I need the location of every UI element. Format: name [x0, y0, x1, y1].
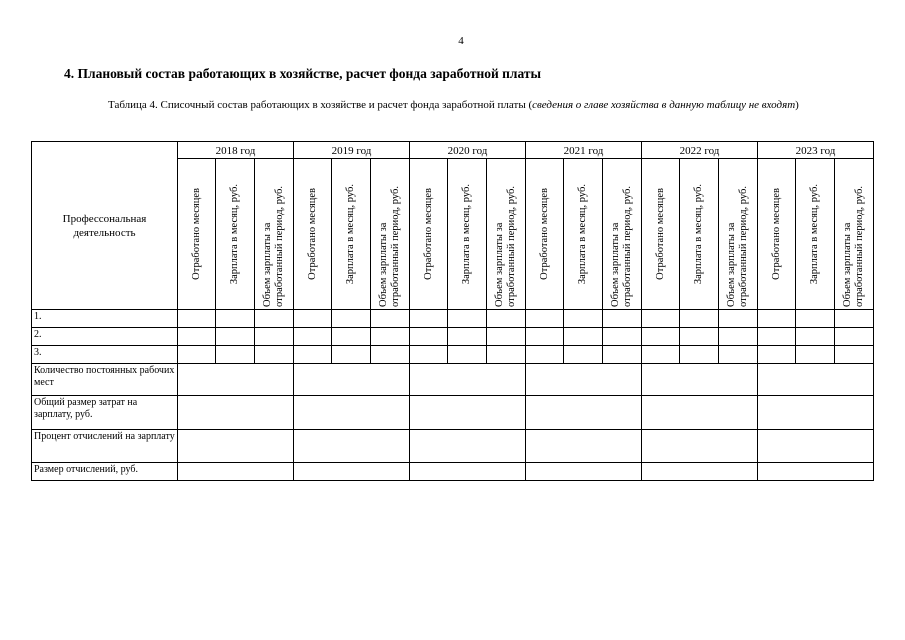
data-cell: [332, 310, 371, 328]
row-number: 1.: [32, 310, 178, 328]
subheader-total-salary: Объем зарплаты за отработанный период, руб.: [726, 186, 749, 307]
data-cell: [835, 346, 874, 364]
summary-cell: [526, 396, 642, 430]
subheader-cell: [371, 159, 410, 310]
table-row: [32, 310, 874, 328]
page-number: 4: [458, 35, 464, 47]
data-cell: [371, 328, 410, 346]
data-cell: [526, 328, 564, 346]
year-header: 2019 год: [294, 142, 410, 159]
summary-cell: [178, 463, 294, 481]
subheader-total-salary: Объем зарплаты за отработанный период, руб.: [842, 186, 865, 307]
subheader-months: Отработано месяцев: [306, 188, 318, 280]
summary-cell: [294, 463, 410, 481]
data-cell: [564, 328, 603, 346]
subheader-cell: [332, 159, 371, 310]
subheader-monthly-salary: Зарплата в месяц, руб.: [229, 183, 240, 285]
data-cell: [796, 346, 835, 364]
data-cell: [255, 310, 294, 328]
data-cell: [680, 346, 719, 364]
data-cell: [642, 310, 680, 328]
data-cell: [216, 328, 255, 346]
subheader-cell: [564, 159, 603, 310]
subheader-cell: [680, 159, 719, 310]
data-cell: [294, 346, 332, 364]
year-header: 2023 год: [758, 142, 874, 159]
summary-cell: [758, 396, 874, 430]
subheader-cell: [758, 159, 796, 310]
data-cell: [564, 346, 603, 364]
data-cell: [410, 346, 448, 364]
data-cell: [178, 346, 216, 364]
subheader-total-salary: Объем зарплаты за отработанный период, руб.: [610, 186, 633, 307]
year-header-row: [32, 142, 874, 159]
data-cell: [796, 310, 835, 328]
data-cell: [796, 328, 835, 346]
subheader-months: Отработано месяцев: [422, 188, 434, 280]
summary-cell: [526, 430, 642, 463]
summary-cell: [410, 396, 526, 430]
summary-cell: [294, 430, 410, 463]
subheader-cell: [796, 159, 835, 310]
data-cell: [371, 310, 410, 328]
subheader-months: Отработано месяцев: [538, 188, 550, 280]
summary-cell: [642, 396, 758, 430]
summary-label: Процент отчислений на зарплату: [32, 430, 178, 463]
summary-cell: [294, 364, 410, 396]
subheader-cell: [603, 159, 642, 310]
data-cell: [642, 346, 680, 364]
summary-cell: [758, 430, 874, 463]
summary-cell: [642, 364, 758, 396]
subheader-cell: [719, 159, 758, 310]
subheader-total-salary: Объем зарплаты за отработанный период, руб.: [494, 186, 517, 307]
table-row: [32, 328, 874, 346]
data-cell: [835, 328, 874, 346]
data-cell: [332, 346, 371, 364]
subheader-cell: [255, 159, 294, 310]
summary-cell: [758, 463, 874, 481]
summary-cell: [178, 430, 294, 463]
profession-header: Профессональная деятельность: [32, 142, 178, 310]
data-cell: [410, 310, 448, 328]
summary-cell: [178, 364, 294, 396]
year-header: 2020 год: [410, 142, 526, 159]
staff-salary-table: [31, 141, 874, 481]
data-cell: [294, 310, 332, 328]
subheader-monthly-salary: Зарплата в месяц, руб.: [345, 183, 356, 285]
table-caption: [64, 98, 844, 113]
table-row: [32, 346, 874, 364]
subheader-monthly-salary: Зарплата в месяц, руб.: [577, 183, 588, 285]
caption-close: ): [795, 99, 799, 111]
data-cell: [487, 328, 526, 346]
data-cell: [719, 346, 758, 364]
data-cell: [448, 328, 487, 346]
subheader-cell: [835, 159, 874, 310]
data-cell: [294, 328, 332, 346]
year-header: 2018 год: [178, 142, 294, 159]
summary-cell: [178, 396, 294, 430]
subheader-cell: [487, 159, 526, 310]
data-cell: [371, 346, 410, 364]
summary-cell: [294, 396, 410, 430]
summary-row: [32, 364, 874, 396]
summary-cell: [410, 430, 526, 463]
data-cell: [410, 328, 448, 346]
data-cell: [255, 328, 294, 346]
subheader-monthly-salary: Зарплата в месяц, руб.: [461, 183, 472, 285]
subheader-total-salary: Объем зарплаты за отработанный период, руб.: [378, 186, 401, 307]
data-cell: [719, 328, 758, 346]
subheader-total-salary: Объем зарплаты за отработанный период, руб.: [262, 186, 285, 307]
data-cell: [564, 310, 603, 328]
data-cell: [216, 346, 255, 364]
summary-cell: [410, 364, 526, 396]
summary-row: [32, 430, 874, 463]
year-header: 2021 год: [526, 142, 642, 159]
data-cell: [448, 346, 487, 364]
summary-row: [32, 463, 874, 481]
subheader-cell: [216, 159, 255, 310]
data-cell: [758, 328, 796, 346]
summary-label: Общий размер затрат на зарплату, руб.: [32, 396, 178, 430]
data-cell: [526, 310, 564, 328]
data-cell: [680, 310, 719, 328]
subheader-cell: [448, 159, 487, 310]
data-cell: [603, 310, 642, 328]
summary-cell: [526, 364, 642, 396]
data-cell: [758, 346, 796, 364]
subheader-cell: [410, 159, 448, 310]
subheader-cell: [178, 159, 216, 310]
subheader-cell: [526, 159, 564, 310]
year-header: 2022 год: [642, 142, 758, 159]
subheader-months: Отработано месяцев: [770, 188, 782, 280]
subheader-monthly-salary: Зарплата в месяц, руб.: [809, 183, 820, 285]
data-cell: [680, 328, 719, 346]
summary-cell: [526, 463, 642, 481]
data-cell: [332, 328, 371, 346]
data-cell: [719, 310, 758, 328]
data-cell: [526, 346, 564, 364]
summary-cell: [410, 463, 526, 481]
summary-row: [32, 396, 874, 430]
summary-cell: [758, 364, 874, 396]
row-number: 2.: [32, 328, 178, 346]
data-cell: [603, 328, 642, 346]
row-number: 3.: [32, 346, 178, 364]
data-cell: [178, 310, 216, 328]
section-heading: 4. Плановый состав работающих в хозяйстве, расчет фонда заработной платы: [64, 66, 542, 81]
summary-label: Размер отчислений, руб.: [32, 463, 178, 481]
caption-italic: сведения о главе хозяйства в данную таблицу не входят: [532, 99, 796, 111]
subheader-monthly-salary: Зарплата в месяц, руб.: [693, 183, 704, 285]
data-cell: [448, 310, 487, 328]
data-cell: [603, 346, 642, 364]
data-cell: [178, 328, 216, 346]
summary-cell: [642, 430, 758, 463]
subheader-months: Отработано месяцев: [190, 188, 202, 280]
subheader-months: Отработано месяцев: [654, 188, 666, 280]
data-cell: [487, 346, 526, 364]
data-cell: [642, 328, 680, 346]
summary-cell: [642, 463, 758, 481]
data-cell: [835, 310, 874, 328]
data-cell: [487, 310, 526, 328]
data-cell: [255, 346, 294, 364]
caption-text: Таблица 4. Списочный состав работающих в хозяйстве и расчет фонда заработной платы (: [108, 99, 533, 111]
data-cell: [216, 310, 255, 328]
summary-label: Количество постоянных рабочих мест: [32, 364, 178, 396]
subheader-cell: [294, 159, 332, 310]
subheader-cell: [642, 159, 680, 310]
data-cell: [758, 310, 796, 328]
